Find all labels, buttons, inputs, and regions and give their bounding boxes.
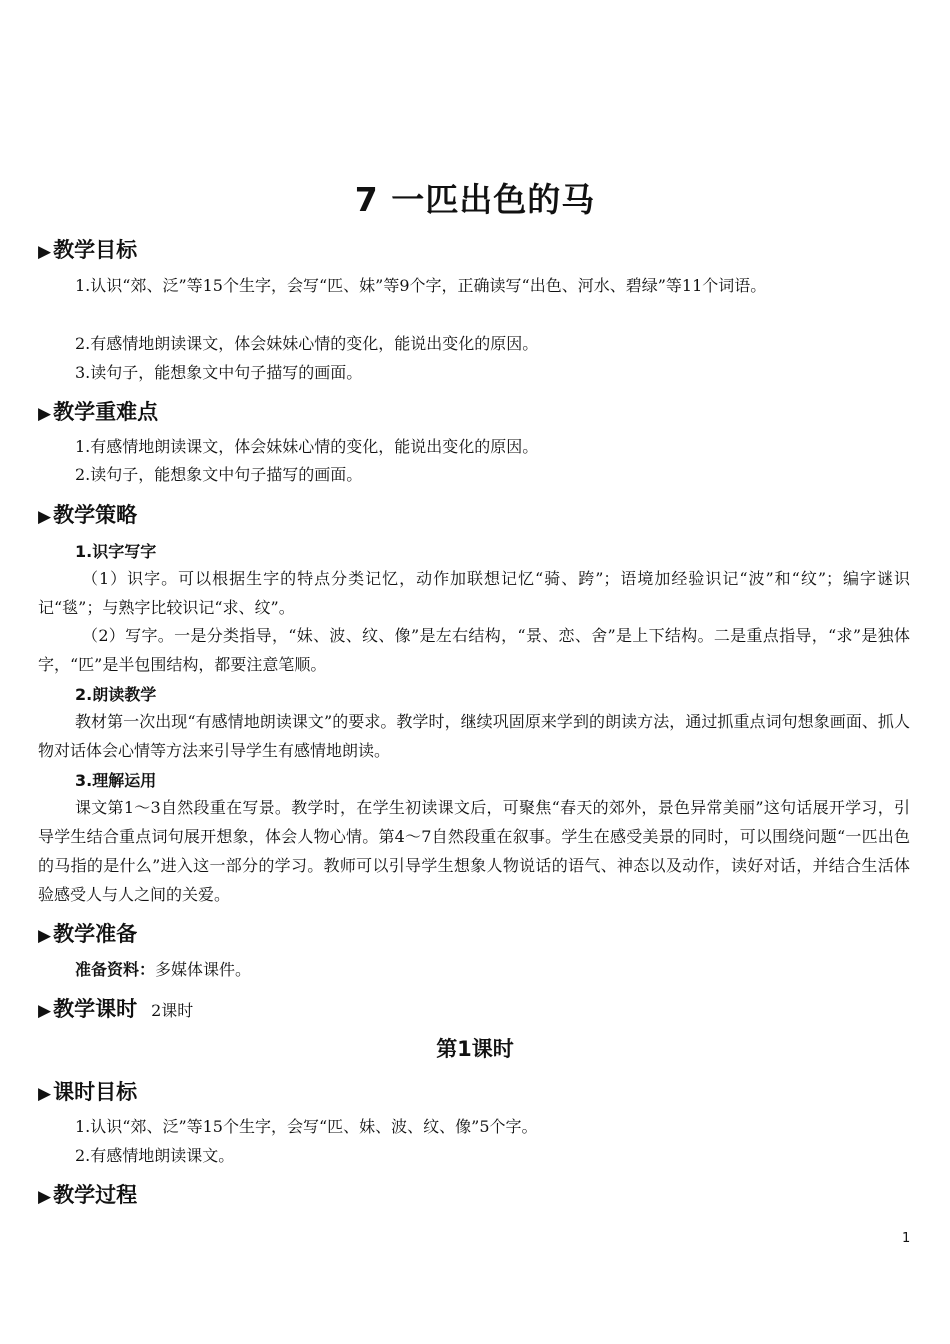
hours-heading: ▶教学课时 2课时 [38,997,194,1021]
triangle-bullet-icon: ▶ [38,926,52,946]
key-points-heading: ▶教学重难点 [38,400,159,424]
prep-line [38,955,910,984]
strategy-sub-3-paragraph: 课文第1～3自然段重在写景。教学时，在学生初读课文后，可聚焦“春天的郊外，景色异常美丽”这句话展开学习，引导学生结合重点词句展开想象，体会人物心情。第4～7自然段重在叙事。学生在感受美景的同时，可以围绕问题“一匹出色的马指的是什么”进入这一部分的学习。教师可以引导学生想象人物说话的语气、神态以及动作，读好对话，并结合生活体验感受人与人之间的关爱。 [38,798,910,904]
triangle-bullet-icon: ▶ [38,1187,52,1207]
page-number: 1 [902,1231,911,1246]
key-point-2: 2.读句子，能想象文中句子描写的画面。 [75,465,363,484]
prep-heading: ▶教学准备 [38,922,138,946]
triangle-bullet-icon: ▶ [38,507,52,527]
goal-item-1: 1.认识“郊、泛”等15个生字，会写“匹、妹”等9个字，正确读写“出色、河水、碧绿”等11个词语。 [75,276,767,295]
key-point-1: 1.有感情地朗读课文，体会妹妹心情的变化，能说出变化的原因。 [75,437,539,456]
hours-value: 2课时 [151,1001,194,1020]
lesson-goals-heading: ▶课时目标 [38,1080,138,1104]
goal-item-2: 2.有感情地朗读课文，体会妹妹心情的变化，能说出变化的原因。 [75,334,539,353]
process-heading: ▶教学过程 [38,1183,138,1207]
lesson-1-title: 第1课时 [436,1037,514,1061]
strategy-heading: ▶教学策略 [38,503,138,527]
triangle-bullet-icon: ▶ [38,242,52,262]
triangle-bullet-icon: ▶ [38,1001,52,1021]
strategy-sub-3: 3.理解运用 [75,771,157,790]
strategy-sub-1-paragraph-2: （2）写字。一是分类指导，“妹、波、纹、像”是左右结构，“景、恋、舍”是上下结构。二是重点指导，“求”是独体字，“匹”是半包围结构，都要注意笔顺。 [38,626,910,674]
prep-value: 多媒体课件。 [155,960,252,979]
lesson-title: 7 一匹出色的马 [354,180,596,219]
triangle-bullet-icon: ▶ [38,404,52,424]
lesson-goal-1: 1.认识“郊、泛”等15个生字，会写“匹、妹、波、纹、像”5个字。 [75,1117,538,1136]
triangle-bullet-icon: ▶ [38,1084,52,1104]
strategy-sub-1-paragraph-1: （1）识字。可以根据生字的特点分类记忆，动作加联想记忆“骑、跨”；语境加经验识记“波”和“纹”；编字谜识记“毯”；与熟字比较识记“求、纹”。 [38,569,910,617]
prep-label: 准备资料： [75,960,156,979]
lesson-goal-2: 2.有感情地朗读课文。 [75,1146,235,1165]
strategy-sub-1: 1.识字写字 [75,542,157,561]
goal-item-3: 3.读句子，能想象文中句子描写的画面。 [75,363,363,382]
goals-heading: ▶教学目标 [38,238,138,262]
strategy-sub-2: 2.朗读教学 [75,685,157,704]
strategy-sub-2-paragraph: 教材第一次出现“有感情地朗读课文”的要求。教学时，继续巩固原来学到的朗读方法，通过抓重点词句想象画面、抓人物对话体会心情等方法来引导学生有感情地朗读。 [38,712,910,760]
